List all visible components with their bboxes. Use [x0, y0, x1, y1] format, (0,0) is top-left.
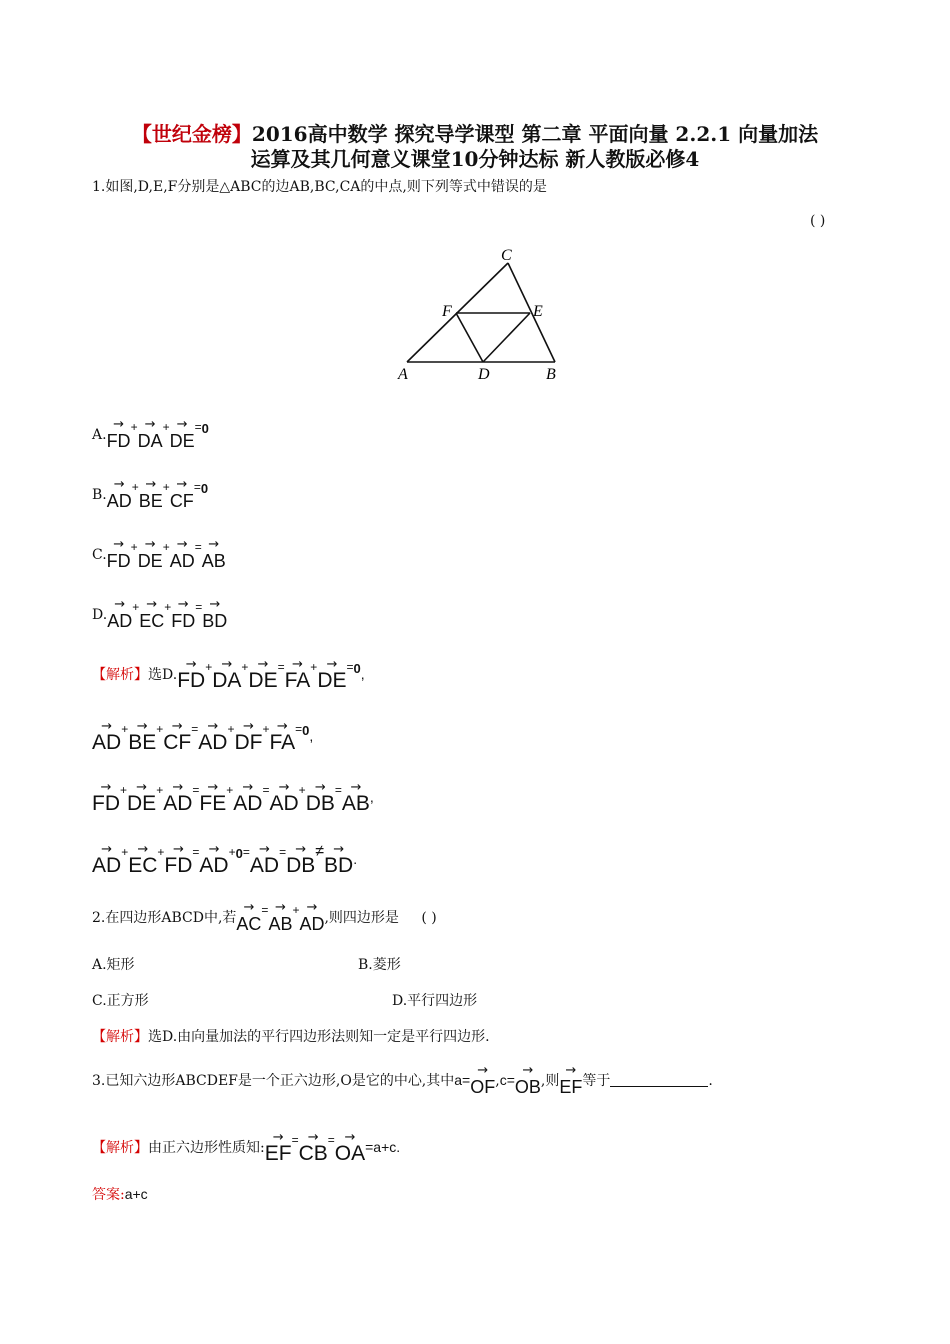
q3-answer-blank[interactable]: [610, 1086, 708, 1087]
figure-label-e: E: [533, 303, 543, 320]
q1-analysis: 【解析】选D.→ FD+→ DA+→ DE=→ FA+→ DE=0,: [92, 660, 365, 692]
figure-label-b: B: [546, 366, 556, 383]
q2-option-b[interactable]: B.菱形: [358, 957, 401, 973]
q2-option-d[interactable]: D.平行四边形: [392, 993, 478, 1009]
title-line1: 2016高中数学 探究导学课型 第二章 平面向量 2.2.1 向量加法: [251, 122, 819, 146]
q1-analysis-line4: → AD+→ EC+→ FD=→ AD+0=→ AD=→ DB≠→ BD.: [92, 843, 357, 877]
title-brand: 【世纪金榜】: [131, 122, 252, 146]
q1-answer-paren: ( ): [810, 213, 826, 229]
figure-label-a: A: [398, 366, 408, 383]
page-title: [60, 122, 890, 172]
q2-option-c[interactable]: C.正方形: [92, 993, 149, 1009]
q2-analysis: 【解析】选D.由向量加法的平行四边形法则知一定是平行四边形.: [92, 1029, 490, 1045]
q2-option-a[interactable]: A.矩形: [92, 957, 135, 973]
figure-label-d: D: [478, 366, 490, 383]
q1-option-c[interactable]: C.→ FD+→ DE+→ AD=→ AB: [92, 540, 226, 572]
q2-answer-paren: ( ): [421, 910, 437, 926]
q1-option-b[interactable]: B.→ AD+→ BE+→ CF=0: [92, 480, 208, 512]
figure-label-f: F: [442, 303, 452, 320]
q3-analysis: 【解析】由正六边形性质知:→ EF=→ CB=→ OA=a+c.: [92, 1133, 400, 1165]
title-line2: 运算及其几何意义课堂10分钟达标 新人教版必修4: [250, 147, 700, 171]
q1-option-a[interactable]: A.→ FD+→ DA+→ DE=0: [92, 420, 209, 452]
q1-stem: 1.如图,D,E,F分别是△ABC的边AB,BC,CA的中点,则下列等式中错误的是: [92, 179, 547, 195]
q3-stem: 3.已知六边形ABCDEF是一个正六边形,O是它的中心,其中a=→ OF,c=→ OB,则→ EF等于 .: [92, 1070, 713, 1098]
triangle-figure: [390, 240, 570, 390]
q1-option-d[interactable]: D.→ AD+→ EC+→ FD=→ BD: [92, 600, 227, 632]
q1-analysis-line3: → FD+→ DE+→ AD=→ FE+→ AD=→ AD+→ DB=→ AB,: [92, 783, 374, 815]
figure-label-c: C: [501, 247, 512, 264]
q3-answer: 答案:a+c: [92, 1186, 148, 1203]
q2-stem: 2.在四边形ABCD中,若→ AC=→ AB+→ AD,则四边形是 ( ): [92, 903, 437, 935]
q1-analysis-line2: → AD+→ BE+→ CF=→ AD+→ DF+→ FA=0,: [92, 722, 313, 754]
